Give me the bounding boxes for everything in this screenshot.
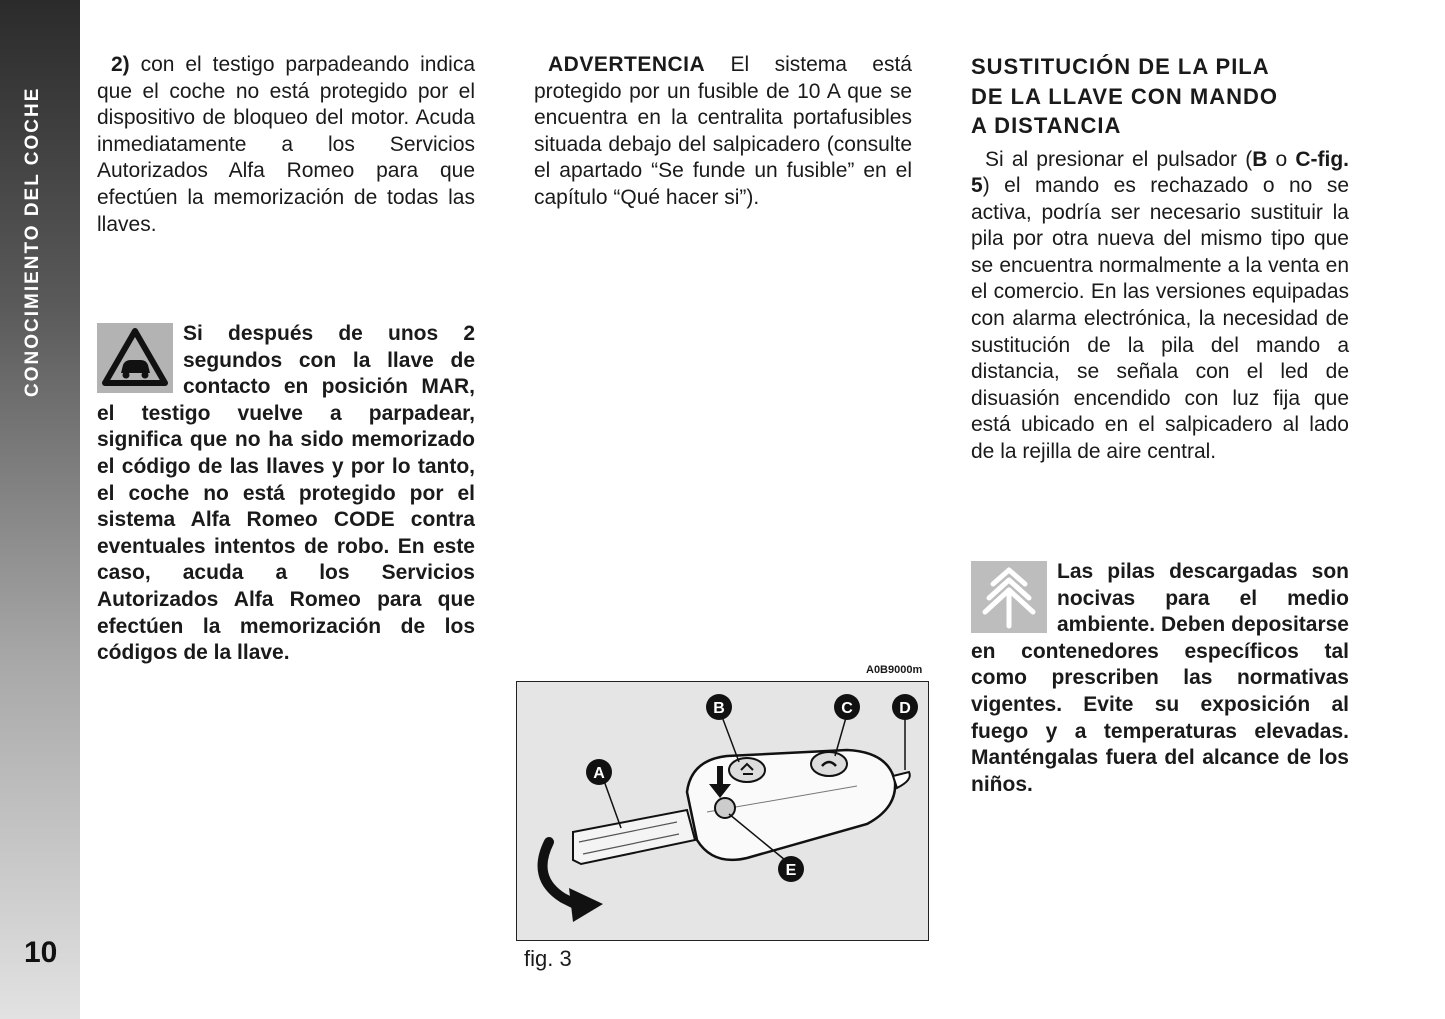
- battery-paragraph-rest: ) el mando es rechazado o no se activa, podría ser necesario sustituir la pila por otra nueva del mismo tipo que se encuentra normalmente a la venta en el comercio. En las versiones equipadas con alarma electrónica, la necesidad de sustitución de la pila del mando a distancia, se señala con el led de disuasión encendido con luz fija que está ubicado en el salpicadero al lado de la rejilla de aire central.: [971, 174, 1349, 464]
- advertencia-text: El sistema está protegido por un fusible de 10 A que se encuentra en la centralita portafusibles situada debajo del salpicadero (consulte el apartado “Se funde un fusible” en el capítulo “Qué hacer si”).: [534, 53, 912, 209]
- page-number: 10: [24, 936, 58, 969]
- eco-note-block: [971, 559, 1349, 798]
- paragraph-2-text: con el testigo parpadeando indica que el coche no está protegido por el dispositivo de bloqueo del motor. Acuda inmediatamente a los Servicios Autorizados Alfa Romeo para que efectúen la memorización de todas las llaves.: [97, 53, 475, 236]
- item-number: 2): [111, 53, 130, 76]
- key-illustration: [517, 682, 928, 940]
- heading-line-3: A DISTANCIA: [971, 113, 1122, 138]
- button-b-ref: B: [1252, 147, 1268, 171]
- eco-note-text: Las pilas descargadas son nocivas para el medio ambiente. Deben depositarse en contenedores específicos tal como prescriben las normativas vigentes. Evite su exposición al fuego y a temperaturas elevadas. Manténgalas fuera del alcance de los niños.: [971, 560, 1349, 796]
- figure-3: [516, 681, 929, 941]
- label-e: E: [785, 862, 797, 879]
- figure-code: A0B9000m: [866, 664, 923, 676]
- figure-ref: C-fig. 5: [971, 147, 1349, 198]
- warning-block: [97, 321, 475, 667]
- battery-paragraph-or: o: [1267, 147, 1296, 171]
- section-label: CONOCIMIENTO DEL COCHE: [22, 86, 43, 397]
- heading-line-2: DE LA LLAVE CON MANDO: [971, 83, 1278, 109]
- section-heading: [971, 52, 1349, 141]
- label-a: A: [593, 765, 605, 782]
- column-2: [534, 52, 912, 212]
- paragraph-2: [97, 52, 475, 238]
- column-3: [971, 52, 1349, 466]
- sidebar: [0, 0, 80, 1019]
- label-d: D: [899, 700, 911, 717]
- warning-text: Si después de unos 2 segundos con la llave de contacto en posición MAR, el testigo vuelve a parpadear, significa que no ha sido memorizado el código de las llaves y por lo tanto, el coche no está protegido por el sistema Alfa Romeo CODE contra eventuales intentos de robo. En este caso, acuda a los Servicios Autorizados Alfa Romeo para que efectúen la memorización de los códigos de la llave.: [97, 322, 475, 665]
- column-1: [97, 52, 475, 238]
- heading-line-1: SUSTITUCIÓN DE LA PILA: [971, 54, 1270, 79]
- advertencia-label: ADVERTENCIA: [548, 53, 706, 76]
- label-b: B: [713, 700, 725, 717]
- figure-caption: fig. 3: [524, 946, 572, 971]
- recycle-tree-icon: [971, 561, 1047, 633]
- label-c: C: [841, 700, 853, 717]
- warning-car-icon: [97, 323, 173, 393]
- advertencia-paragraph: [534, 52, 912, 212]
- battery-paragraph-start: Si al presionar el pulsador (: [985, 147, 1253, 171]
- battery-paragraph: [971, 147, 1349, 466]
